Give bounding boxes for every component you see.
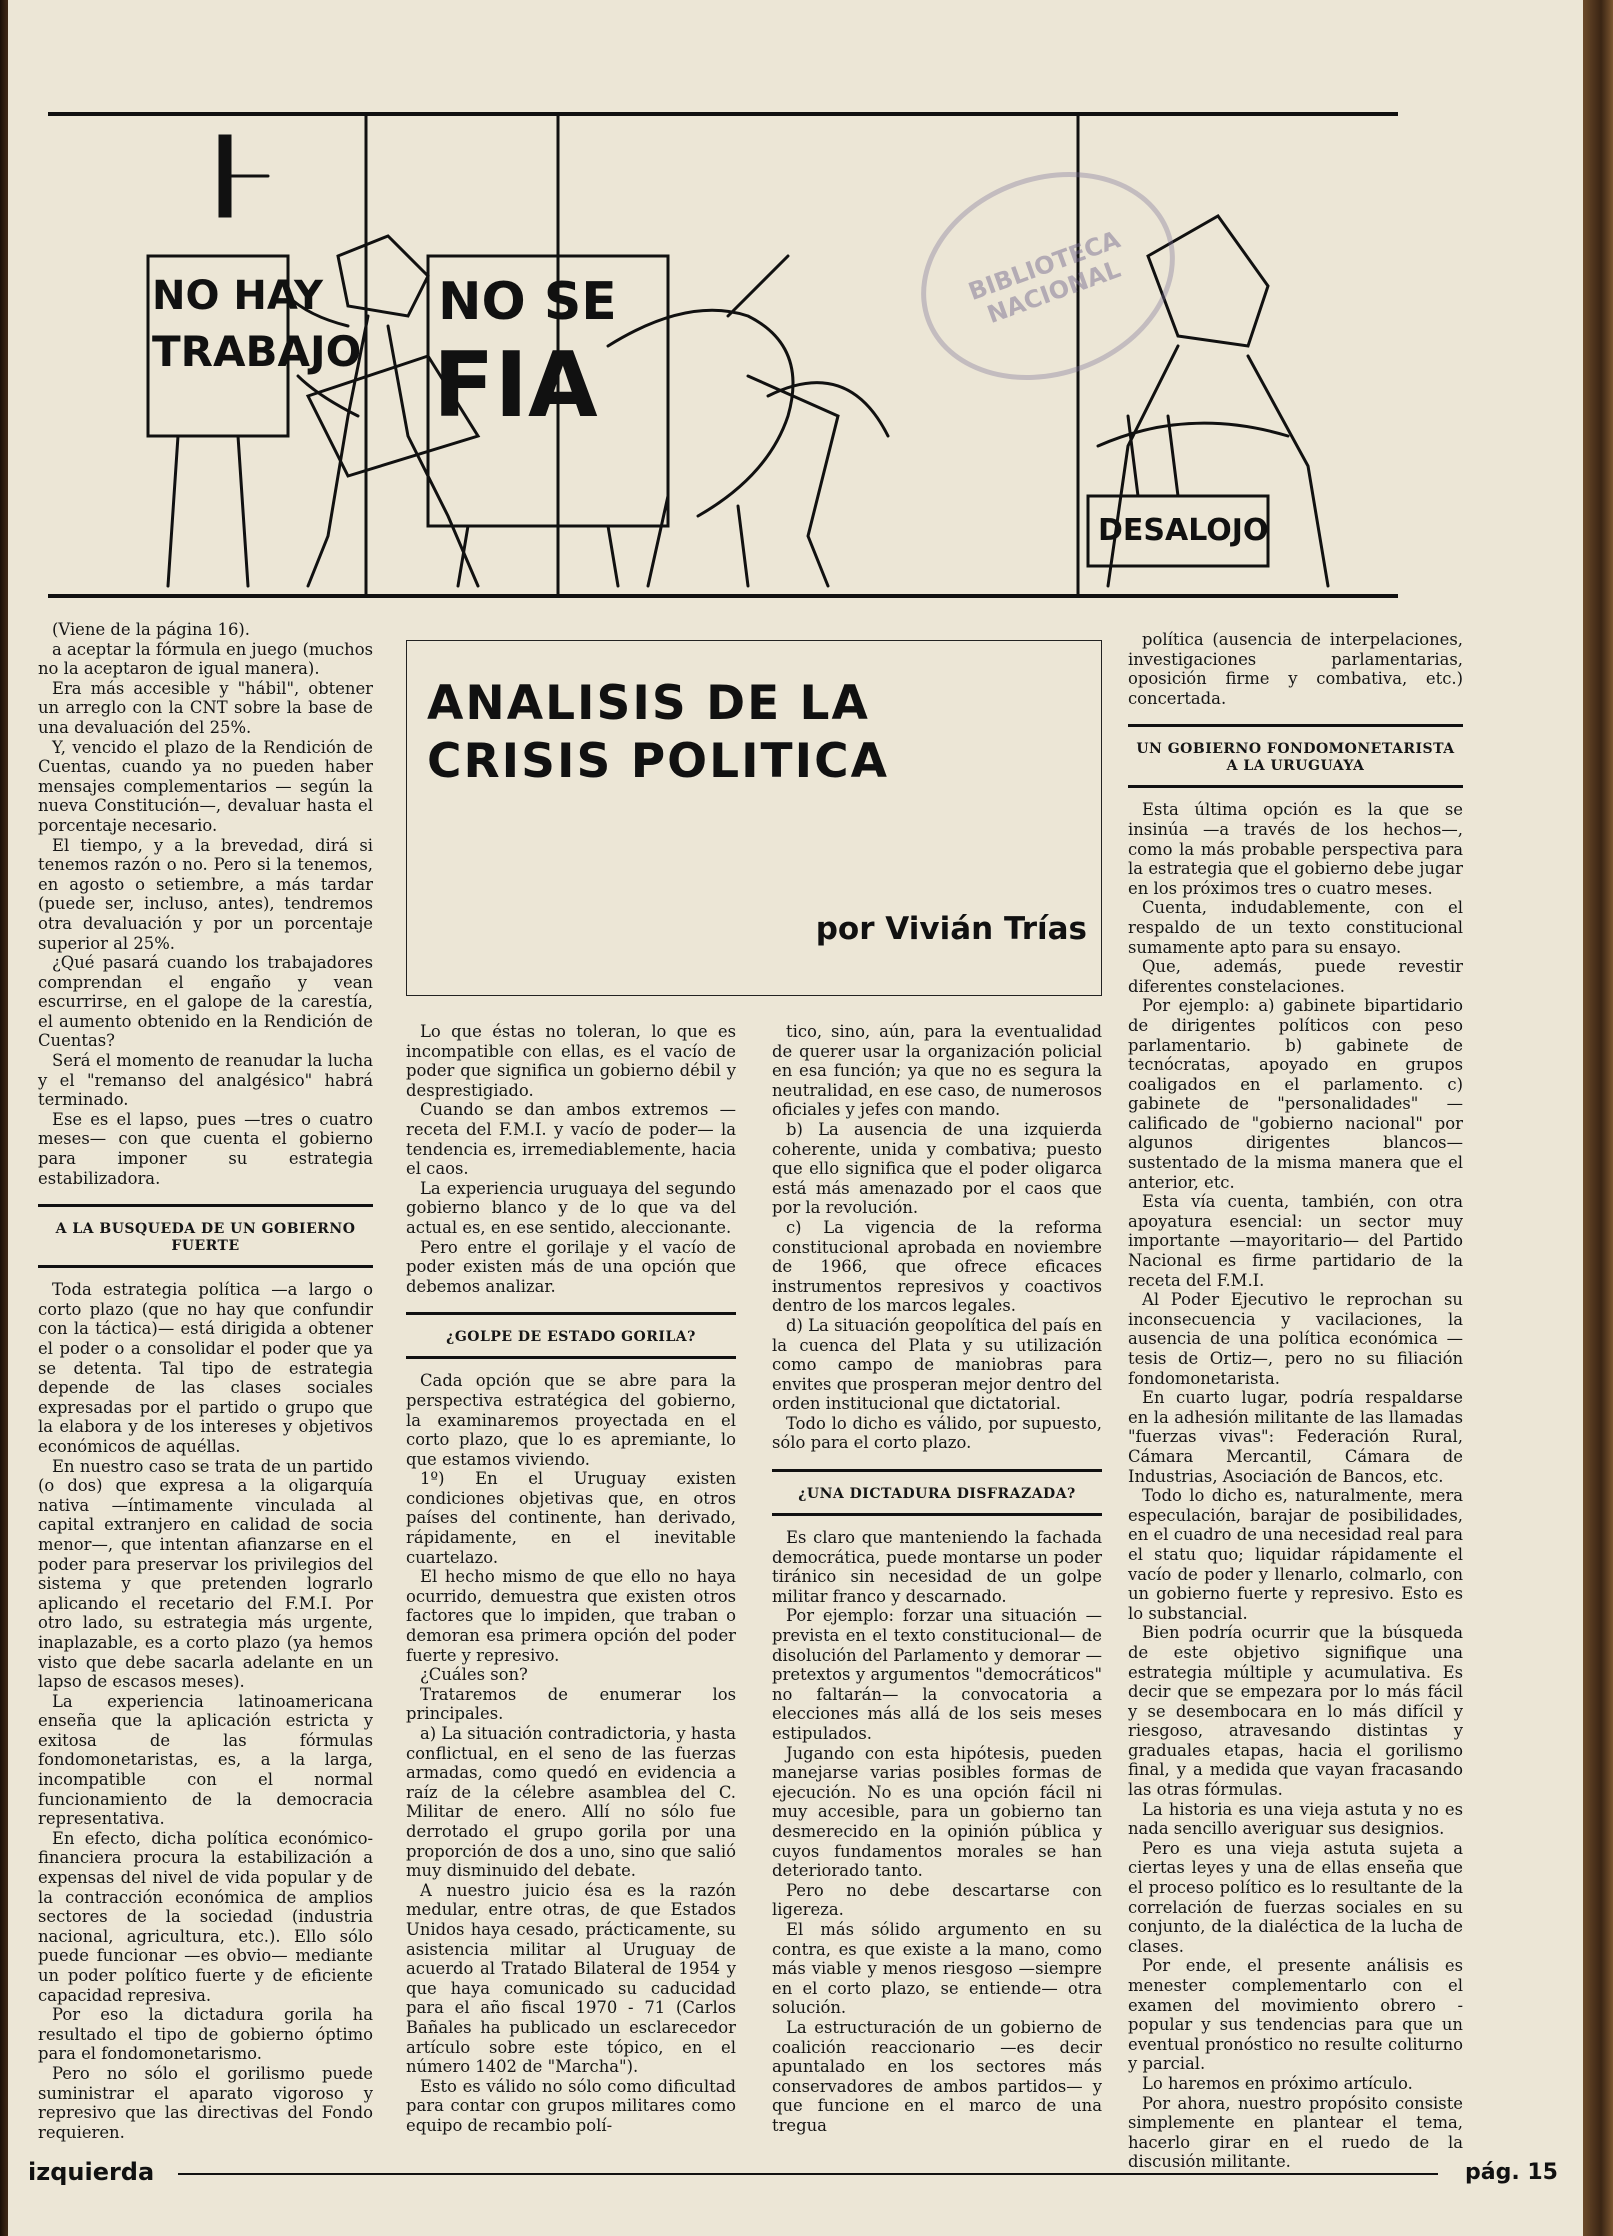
paragraph: política (ausencia de interpelaciones, investigaciones parlamentarias, oposición firme y combativa, etc.) concertada. [1128,630,1463,708]
article-byline: por Vivián Trías [815,911,1087,947]
text-column-4 [1128,630,1463,2172]
paragraph: ¿Qué pasará cuando los trabajadores comprendan el engaño y vean escurrirse, en el galope de la carestía, el aumento obtenido en la Rendición de Cuentas? [38,953,373,1051]
paragraph: d) La situación geopolítica del país en la cuenca del Plata y su utilización como campo de maniobras para envites que prosperan mejor dentro del orden institucional que dictatorial. [772,1315,1102,1414]
paragraph: ¿Cuáles son? [420,1665,528,1685]
paragraph: Ese es el lapso, pues —tres o cuatro meses— con que cuenta el gobierno para imponer su estrategia estabilizadora. [38,1109,373,1188]
paragraph: El tiempo, y a la brevedad, dirá si tenemos razón o no. Pero si la tenemos, en agosto o setiembre, a más tardar (puede ser, incluso, antes), tendremos otra devaluación y por un porcentaje superior al 25%. [38,835,373,953]
text-column-1 [38,620,373,2142]
page-edge-shadow [1583,0,1613,2236]
subhead-gobierno-fondomonetarista: UN GOBIERNO FONDOMONETARISTA A LA URUGUAYA [1128,724,1463,788]
article-title-box [406,640,1102,996]
paragraph: Por eso la dictadura gorila ha resultado el tipo de gobierno óptimo para el fondomonetarismo. [38,2005,373,2064]
paragraph: Pero no debe descartarse con ligereza. [772,1880,1102,1920]
paragraph: Cuenta, indudablemente, con el respaldo de un texto constitucional sumamente apto para su ensayo. [1128,898,1463,957]
paragraph: Esto es válido no sólo como dificultad para contar con grupos militares como equipo de recambio polí- [406,2076,736,2135]
subhead-golpe: ¿GOLPE DE ESTADO GORILA? [406,1312,736,1359]
paragraph: Bien podría ocurrir que la búsqueda de este objetivo signifique una estrategia múltiple y acumulativa. Es decir que se empezara por lo más fácil y se desembocara en lo más difícil y riesgoso, atravesando distintas y graduales etapas, hacia el gorilismo final, y a medida que vayan fracasando las otras fórmulas. [1128,1623,1463,1800]
paragraph: Por ende, el presente análisis es menester complementarlo con el examen del movimiento obrero - popular y sus tendencias para que un eventual pronóstico no resulte coliturno y parcial. [1128,1956,1463,2074]
paragraph: Trataremos de enumerar los principales. [406,1684,736,1724]
column-2-intro [406,1022,736,1296]
cartoon-strip [48,112,1398,598]
paragraph: Pero entre el gorilaje y el vacío de poder existen más de una opción que debemos analizar. [406,1237,736,1296]
paragraph: En cuarto lugar, podría respaldarse en la adhesión militante de las llamadas "fuerzas vivas": Federación Rural, Cámara Mercantil, Cámara de Industrias, Asociación de Bancos, etc. [1128,1388,1463,1486]
title-line-1: ANALISIS DE LA [427,676,870,731]
text-column-3 [772,1022,1102,2135]
paragraph: La experiencia latinoamericana enseña que la aplicación estricta y exitosa de las fórmulas fondomonetaristas, es, a la larga, incompatible con el normal funcionamiento de la democracia representativa. [38,1691,373,1829]
column-3-body [772,1528,1102,2135]
subhead-dictadura: ¿UNA DICTADURA DISFRAZADA? [772,1469,1102,1516]
article-title [427,675,967,791]
paragraph: Cuando se dan ambos extremos — receta del F.M.I. y vacío de poder— la tendencia es, irremediablemente, hacia el caos. [406,1100,736,1179]
paragraph: Es claro que manteniendo la fachada democrática, puede montarse un poder tiránico sin necesidad de un golpe militar franco y descarnado. [772,1528,1102,1606]
footer-rule [178,2173,1438,2175]
page-number: pág. 15 [1465,2160,1558,2185]
paragraph: Lo que éstas no toleran, lo que es incompatible con ellas, es el vacío de poder que significa un gobierno débil y desprestigiado. [406,1022,736,1100]
paragraph: Por ejemplo: a) gabinete bipartidario de dirigentes políticos con peso parlamentario. b) gabinete de tecnócratas, apoyado en grupos coaligados en el parlamento. c) gabinete de "personalidades" —calificado de "gobierno nacional" por algunos dirigentes blancos— sustentado de la misma manera que el anterior, etc. [1128,996,1463,1192]
paragraph: La estructuración de un gobierno de coalición reaccionario —es decir apuntalado en los sectores más conservadores de ambos partidos— y que funcione en el marco de una tregua [772,2017,1102,2135]
sign-no-hay: NO HAY [152,273,323,319]
paragraph: Pero es una vieja astuta sujeta a ciertas leyes y una de ellas enseña que el proceso político es lo resultante de la correlación de fuerzas sociales en su conjunto, de la dialéctica de la lucha de clases. [1128,1838,1463,1956]
paragraph: Será el momento de reanudar la lucha y el "remanso del analgésico" habrá terminado. [38,1051,373,1110]
paragraph: b) La ausencia de una izquierda coherente, unida y combativa; puesto que ello significa que el poder oligarca está más amenazado por el caos que por la revolución. [772,1119,1102,1218]
paragraph: Que, además, puede revestir diferentes constelaciones. [1128,957,1463,996]
library-stamp: BIBLIOTECA NACIONAL [892,138,1205,415]
sign-fia: FIA [433,333,598,438]
paragraph: 1º) En el Uruguay existen condiciones objetivas que, en otros países del continente, han derivado, rápidamente, en el inevitable cuartelazo. [406,1469,736,1567]
paragraph: Por ejemplo: forzar una situación —prevista en el texto constitucional— de disolución del Parlamento y demorar —pretextos y argumentos "democráticos" no faltarán— la convocatoria a elecciones más allá de los seis meses estipulados. [772,1606,1102,1743]
column-1-intro [38,620,373,1188]
paragraph: Esta vía cuenta, también, con otra apoyatura esencial: un sector muy importante —mayoritario— del Partido Nacional es firme partidario de la receta del F.M.I. [1128,1192,1463,1290]
column-3-intro [772,1022,1102,1453]
page-footer [28,2158,1558,2198]
sign-no-se: NO SE [438,272,617,332]
paragraph: La experiencia uruguaya del segundo gobierno blanco y de lo que va del actual es, en ese sentido, aleccionante. [406,1178,736,1237]
paragraph: Pero no sólo el gorilismo puede suministrar el aparato vigoroso y represivo que las directivas del Fondo requieren. [38,2063,373,2142]
paragraph: c) La vigencia de la reforma constitucional aprobada en noviembre de 1966, que ofrece eficaces instrumentos represivos y coactivos dentro de los marcos legales. [772,1217,1102,1316]
paragraph: (Viene de la página 16). [52,620,250,639]
column-1-body [38,1280,373,2142]
magazine-name: izquierda [28,2158,155,2186]
paragraph: a aceptar la fórmula en juego (muchos no la aceptaron de igual manera). [38,639,373,679]
text-column-2 [406,1022,736,2135]
sign-desalojo: DESALOJO [1098,513,1269,548]
sign-trabajo: TRABAJO [152,327,362,376]
paragraph: A nuestro juicio ésa es la razón medular, entre otras, de que Estados Unidos haya cesado, prácticamente, su asistencia militar al Uruguay de acuerdo al Tratado Bilateral de 1954 y que haya comunicado su caducidad para el año fiscal 1970 - 71 (Carlos Bañales ha publicado un esclarecedor artículo sobre este tópico, en el número 1402 de "Marcha"). [406,1880,736,2077]
paragraph: Cada opción que se abre para la perspectiva estratégica del gobierno, la examinaremos proyectada en el corto plazo, que lo es apremiante, lo que estamos viviendo. [406,1371,736,1469]
paragraph: Toda estrategia política —a largo o corto plazo (que no hay que confundir con la táctica)— está dirigida a obtener el poder o a consolidar el poder que ya se detenta. Tal tipo de estrategia depende de las clases sociales expresadas por el partido o grupo que la elabora y de los intereses y objetivos económicos de aquéllas. [38,1280,373,1456]
paragraph: Lo haremos en próximo artículo. [1142,2073,1413,2093]
paragraph: La historia es una vieja astuta y no es nada sencillo averiguar sus designios. [1128,1799,1463,1839]
paragraph: Todo lo dicho es, naturalmente, mera especulación, barajar de posibilidades, en el cuadro de una necesidad real para el statu quo; liquidar rápidamente el vacío de poder y llenarlo, colmarlo, con un gobierno fuerte y represivo. Esto es lo substancial. [1128,1486,1463,1623]
column-2-body [406,1371,736,2135]
paragraph: a) La situación contradictoria, y hasta conflictual, en el seno de las fuerzas armadas, como quedó en evidencia a raíz de la célebre asamblea del C. Militar de enero. Allí no sólo fue derrotado el grupo gorila por una proporción de dos a uno, sino que salió muy disminuido del debate. [406,1724,736,1881]
paragraph: Por ahora, nuestro propósito consiste simplemente en plantear el tema, hacerlo girar en el ruedo de la discusión militante. [1128,2093,1463,2172]
paragraph: Al Poder Ejecutivo le reprochan su inconsecuencia y vacilaciones, la ausencia de una política económica —tesis de Ortiz—, pero no su filiación fondomonetarista. [1128,1290,1463,1388]
paragraph: Y, vencido el plazo de la Rendición de Cuentas, cuando ya no pueden haber mensajes complementarios — según la nueva Constitución—, devaluar hasta el porcentaje necesario. [38,737,373,835]
subhead-busqueda: A LA BUSQUEDA DE UN GOBIERNO FUERTE [38,1204,373,1268]
paragraph: En nuestro caso se trata de un partido (o dos) que expresa a la oligarquía nativa —íntimamente vinculada al capital extranjero en calidad de socia menor—, que intentan afianzarse en el poder para preservar los privilegios del sistema y que pretenden lograrlo aplicando el recetario del F.M.I. Por otro lado, su estrategia más urgente, inaplazable, es a corto plazo (ya hemos visto que debe sacarla adelante en un lapso de escasos meses). [38,1456,373,1692]
paragraph: Todo lo dicho es válido, por supuesto, sólo para el corto plazo. [772,1413,1102,1453]
magazine-page [8,0,1583,2236]
paragraph: Esta última opción es la que se insinúa —a través de los hechos—, como la más probable perspectiva para la estrategia que el gobierno debe jugar en los próximos tres o cuatro meses. [1128,800,1463,898]
column-4-body [1128,800,1463,2172]
title-line-2: CRISIS POLITICA [427,734,889,789]
paragraph: El más sólido argumento en su contra, es que existe a la mano, como más viable y menos riesgoso —siempre en el corto plazo, se entiende— otra solución. [772,1919,1102,2018]
paragraph: Jugando con esta hipótesis, pueden manejarse varias posibles formas de ejecución. No es una opción fácil ni muy accesible, para un gobierno tan desmerecido en la opinión pública y cuyos fundamentos morales se han deteriorado tanto. [772,1743,1102,1881]
column-4-intro [1128,630,1463,708]
paragraph: El hecho mismo de que ello no haya ocurrido, demuestra que existen otros factores que lo impiden, que traban o demoran esa primera opción del poder fuerte y represivo. [406,1567,736,1665]
paragraph: Era más accesible y "hábil", obtener un arreglo con la CNT sobre la base de una devaluación del 25%. [38,678,373,737]
paragraph: tico, sino, aún, para la eventualidad de querer usar la organización policial en esa función; ya que no es segura la neutralidad, en ese caso, de numerosos oficiales y jefes con mando. [772,1022,1102,1120]
paragraph: En efecto, dicha política económico-financiera procura la estabilización a expensas del nivel de vida popular y de la contracción económica de amplios sectores de la sociedad (industria nacional, agricultura, etc.). Ello sólo puede funcionar —es obvio— mediante un poder político fuerte y de eficiente capacidad represiva. [38,1828,373,2005]
